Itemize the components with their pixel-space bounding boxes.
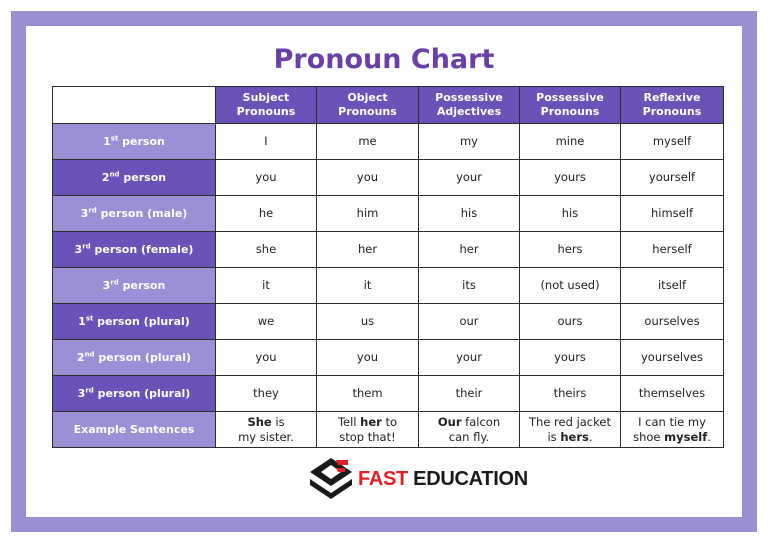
table-cell: our [419,304,520,340]
table-cell: her [419,232,520,268]
table-cell: his [520,196,621,232]
table-cell: themselves [621,376,724,412]
example-object: Tell her to stop that! [317,412,419,448]
header-possessive-adjectives: Possessive Adjectives [419,87,520,124]
table-cell: their [419,376,520,412]
header-reflexive-pronouns: Reflexive Pronouns [621,87,724,124]
table-cell: his [419,196,520,232]
table-cell: hers [520,232,621,268]
table-row [53,268,724,304]
table-cell: your [419,340,520,376]
table-cell: they [216,376,317,412]
row-label-example-sentences: Example Sentences [53,412,216,448]
example-reflexive: I can tie my shoe myself. [621,412,724,448]
row-label: 3rd person (female) [53,232,216,268]
table-cell: her [317,232,419,268]
header-subject-pronouns: Subject Pronouns [216,87,317,124]
row-label: 1st person [53,124,216,160]
header-possessive-pronouns: Possessive Pronouns [520,87,621,124]
example-sentences-row [53,412,724,448]
table-row [53,340,724,376]
table-cell: my [419,124,520,160]
table-cell: yours [520,160,621,196]
row-label: 3rd person (male) [53,196,216,232]
header-object-pronouns: Object Pronouns [317,87,419,124]
table-cell: she [216,232,317,268]
table-cell: yours [520,340,621,376]
table-cell: itself [621,268,724,304]
row-label: 3rd person (plural) [53,376,216,412]
table-cell: yourselves [621,340,724,376]
table-row [53,304,724,340]
table-row [53,160,724,196]
header-blank-cell [53,87,216,124]
example-possessive-adjective: Our falcon can fly. [419,412,520,448]
table-cell: (not used) [520,268,621,304]
table-cell: you [216,160,317,196]
table-cell: it [216,268,317,304]
header-row [53,87,724,124]
table-cell: ours [520,304,621,340]
table-cell: mine [520,124,621,160]
logo-text: FAST EDUCATION [358,468,528,490]
fast-education-logo-icon [308,456,354,502]
table-cell: myself [621,124,724,160]
table-cell: me [317,124,419,160]
table-cell: yourself [621,160,724,196]
table-cell: herself [621,232,724,268]
page-title: Pronoun Chart [273,44,495,75]
table-cell: theirs [520,376,621,412]
table-cell: he [216,196,317,232]
table-cell: I [216,124,317,160]
table-row [53,124,724,160]
table-cell: your [419,160,520,196]
table-cell: its [419,268,520,304]
table-cell: you [317,340,419,376]
pronoun-table [52,86,724,448]
row-label: 2nd person (plural) [53,340,216,376]
example-possessive-pronoun: The red jacket is hers. [520,412,621,448]
row-label: 1st person (plural) [53,304,216,340]
table-cell: them [317,376,419,412]
table-cell: himself [621,196,724,232]
table-cell: it [317,268,419,304]
table-cell: him [317,196,419,232]
table-row [53,196,724,232]
table-cell: we [216,304,317,340]
table-cell: us [317,304,419,340]
table-row [53,232,724,268]
table-cell: you [216,340,317,376]
table-row [53,376,724,412]
example-subject: She is my sister. [216,412,317,448]
fast-education-logo [308,456,528,502]
table-cell: you [317,160,419,196]
table-cell: ourselves [621,304,724,340]
row-label: 3rd person [53,268,216,304]
row-label: 2nd person [53,160,216,196]
